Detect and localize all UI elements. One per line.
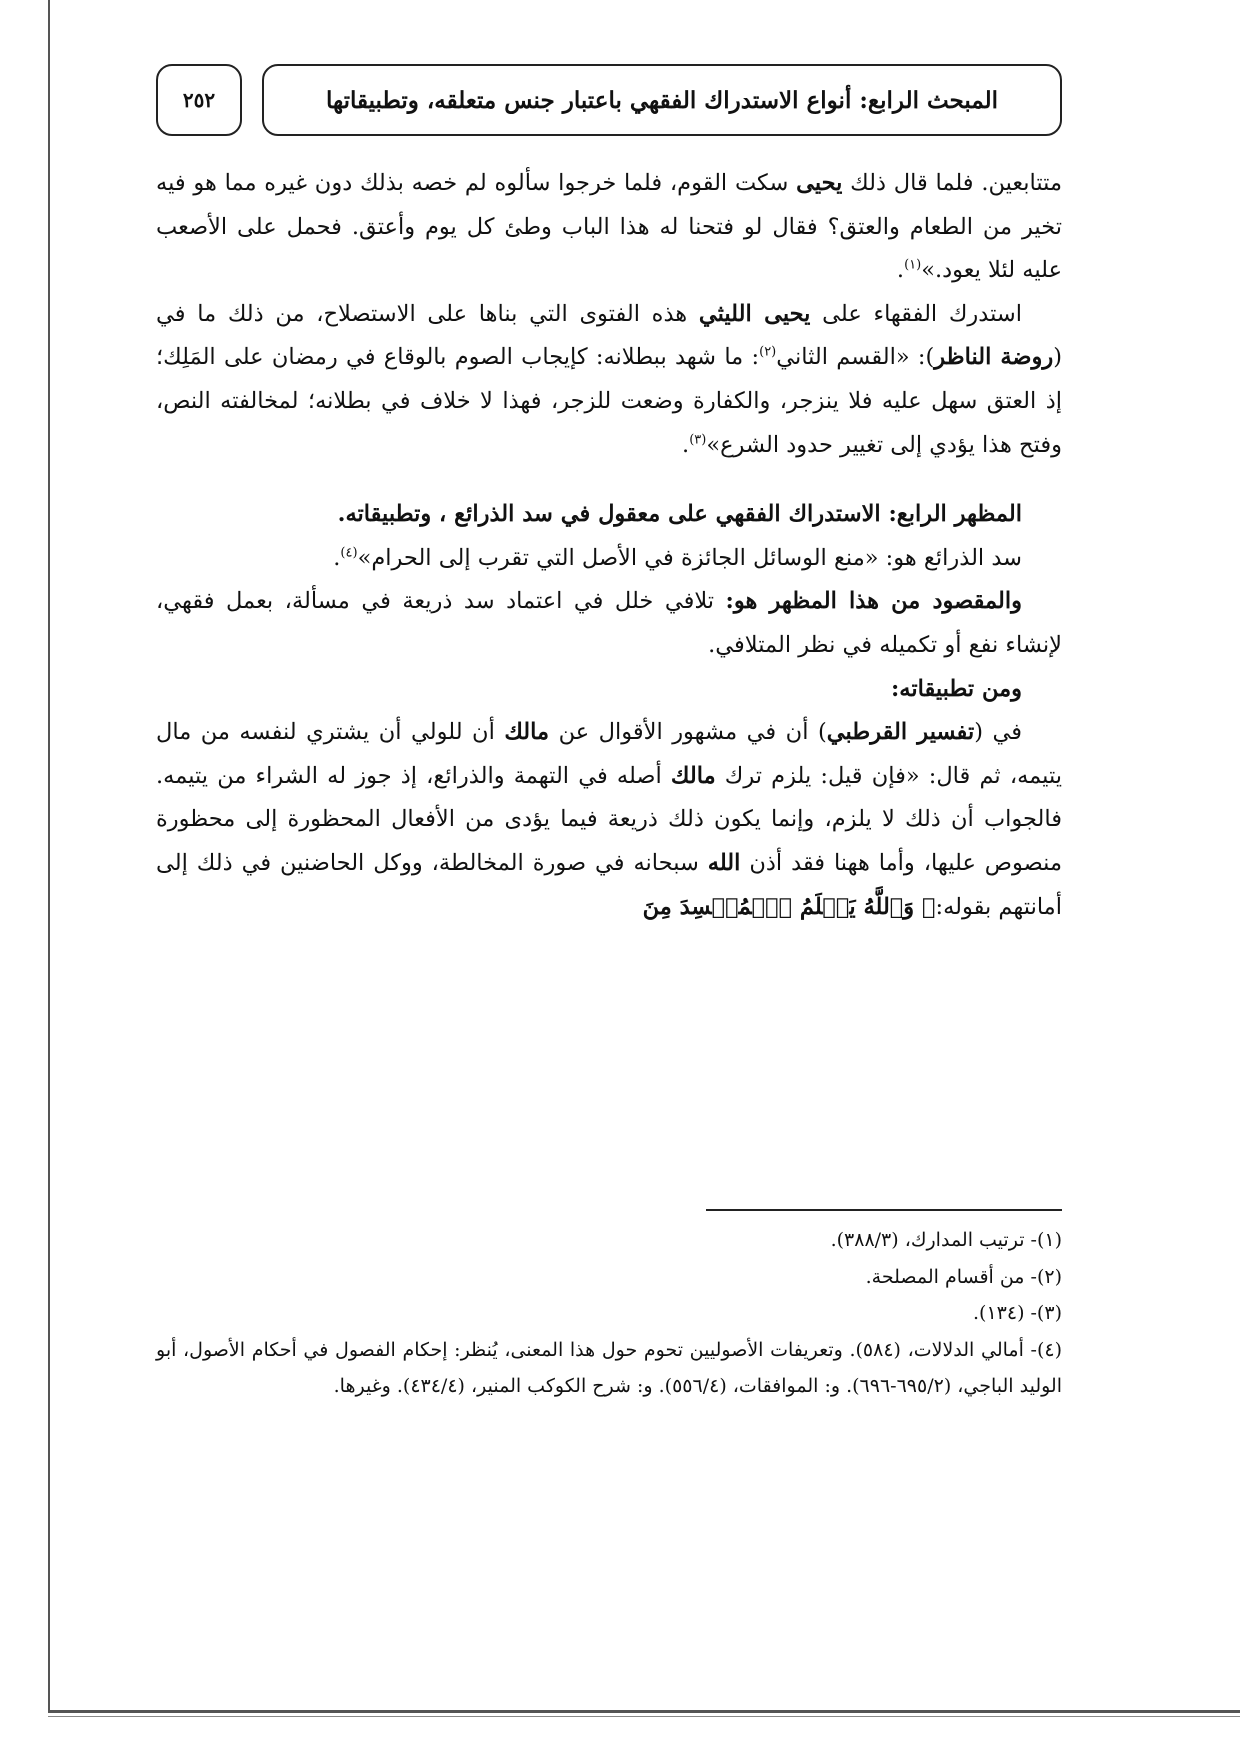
footnote-ref-4[interactable]: (٤) [340, 545, 358, 561]
text-run: في ( [974, 719, 1023, 746]
body-text [156, 162, 1062, 929]
text-run: متتابعين. فلما قال ذلك [842, 170, 1062, 196]
text-run: سبحانه في صورة المخالطة، ووكل الحاضنين في ذلك إلى أمانتهم بقوله: [156, 849, 1062, 920]
subheading-applications: ومن تطبيقاته: [890, 675, 1022, 702]
text-run: سد الذرائع هو: «منع الوسائل الجائزة في الأصل التي تقرب إلى الحرام» [357, 544, 1022, 571]
paragraph-3 [156, 537, 1062, 581]
text-run: سكت القوم، فلما خرجوا سألوه لم خصه بذلك دون غيره مما هو فيه تخير من الطعام والعتق؟ فقال لو فتحنا له هذا الباب وطئ كل يوم وأعتق. فحمل على الأصعب عليه لئلا يعود.» [156, 170, 1062, 284]
book-title-rawdat-al-nazir: روضة الناظر [934, 344, 1054, 371]
footnote-3: (٣)- (١٣٤). [972, 1302, 1062, 1324]
paragraph-1 [156, 162, 1062, 293]
name-malik: مالك [504, 719, 550, 746]
running-header-title: المبحث الرابع: أنواع الاستدراك الفقهي باعتبار جنس متعلقه، وتطبيقاتها [262, 64, 1062, 136]
name-allah: الله [707, 849, 741, 876]
text-run: تلافي خلل في اعتماد سد ذريعة في مسألة، بعمل فقهي، لإنشاء نفع أو تكميله في نظر المتلافي. [156, 588, 1062, 658]
text-run: : ما شهد ببطلانه: كإيجاب الصوم بالوقاع في رمضان على المَلِك؛ إذ العتق سهل عليه فلا ينزجر، والكفارة وضعت للزجر، فهذا لا خلاف في بطلانه؛ لمخالفته النص، وفتح هذا يؤدي إلى تغيير حدود الشرع» [156, 344, 1062, 458]
text-run: ): «القسم الثاني [776, 344, 935, 371]
footnotes [156, 1222, 1062, 1405]
text-run: استدرك الفقهاء على [810, 300, 1022, 327]
paragraph-2 [156, 293, 1062, 467]
footnote-ref-3[interactable]: (٣) [689, 432, 707, 448]
footnote-ref-1[interactable]: (١) [904, 257, 922, 273]
page-frame-bottom [48, 1710, 1240, 1713]
paragraph-4 [156, 580, 1062, 667]
section-heading-label: المظهر الرابع: [880, 501, 1022, 528]
section-heading-title: الاستدراك الفقهي على معقول في سد الذرائع ، وتطبيقاته. [337, 501, 881, 528]
footnote-ref-2[interactable]: (٢) [759, 344, 777, 360]
footnote-2: (٢)- من أقسام المصلحة. [865, 1265, 1062, 1288]
paragraph-6 [156, 711, 1062, 929]
book-title-tafsir-al-qurtubi: تفسير القرطبي [826, 719, 975, 746]
footnote-4: (٤)- أمالي الدلالات، (٥٨٤). وتعريفات الأصوليين تحوم حول هذا المعنى، يُنظر: إحكام الفصول في أحكام الأصول، أبو الوليد الباجي، (٦٩٥/٢-٦٩٦). و: الموافقات، (٥٥٦/٤). و: شرح الكوكب المنير، (٤٣٤/٤). وغيرها. [156, 1338, 1062, 1397]
page-frame-left [48, 0, 50, 1712]
name-yahya-al-laythi: يحيى الليثي [698, 300, 811, 327]
text-run: أصله في التهمة والذرائع، إذ جوز له الشراء من يتيمه. فالجواب أن ذلك لا يلزم، وإنما يكون ذلك ذريعة فيما يؤدى من الأفعال المحظورة إلى محظورة منصوص عليها، وأما ههنا فقد أذن [156, 762, 1062, 876]
text-run: أن للولي أن يشتري لنفسه من مال يتيمه، ثم قال: «فإن قيل: يلزم ترك [156, 719, 1063, 789]
text-run: هذه الفتوى التي بناها على الاستصلاح، من ذلك ما في ( [156, 300, 1062, 371]
section-heading [156, 493, 1062, 537]
footnote-1: (١)- ترتيب المدارك، (٣٨٨/٣). [830, 1229, 1062, 1251]
name-malik: مالك [670, 762, 716, 789]
footnote-separator [706, 1209, 1062, 1211]
definition-label: والمقصود من هذا المظهر هو: [725, 588, 1023, 615]
name-yahya: يحيى [796, 170, 843, 196]
page-number: ٢٥٢ [156, 64, 242, 136]
page-frame-bottom-shadow [48, 1716, 1240, 1717]
text-run: . [682, 431, 690, 458]
text-run: . [896, 257, 905, 284]
quran-verse: ﴿ وَٱللَّهُ يَعۡلَمُ ٱلۡمُفۡسِدَ مِنَ [642, 893, 936, 920]
text-run: ) أن في مشهور الأقوال عن [549, 719, 827, 746]
text-run: . [333, 544, 341, 571]
